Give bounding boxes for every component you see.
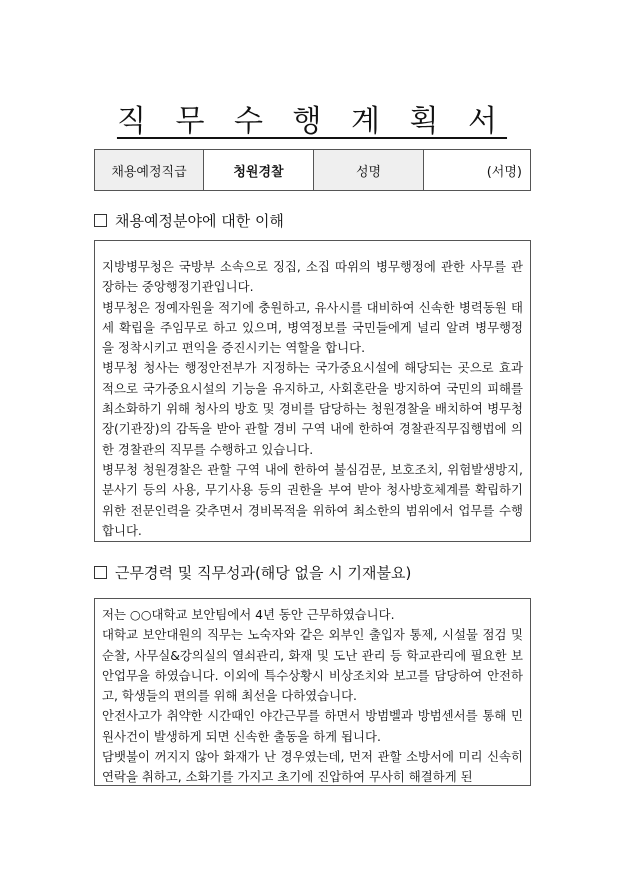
section2-paragraph: 안전사고가 취약한 시간때인 야간근무를 하면서 방범벨과 방범센서를 통해 민원사건이 발생하게 되면 신속한 출동을 하게 됩니다.: [102, 708, 523, 744]
section2-heading: [94, 562, 411, 583]
section1-paragraph: 병무청 청원경찰은 관할 구역 내에 한하여 불심검문, 보호조치, 위험발생방지, 분사기 등의 사용, 무기사용 등의 권한을 부여 받아 청사방호체계를 확립하기 위한 전문인력을 갖추면서 경비목적을 위하여 최소한의 범위에서 업무를 수행합니다.: [102, 461, 523, 538]
section1-paragraph: 병무청 청사는 행정안전부가 지정하는 국가중요시설에 해당되는 곳으로 효과적으로 국가중요시설의 기능을 유지하고, 사회혼란을 방지하여 국민의 피해를 최소화하기 위해 청사의 방호 및 경비를 담당하는 청원경찰을 배치하여 병무청장(기관장)의 감독을 받아 관할 경비 구역 내에 한하여 경찰관직무집행법에 의한 경찰관의 직무를 수행하고 있습니다.: [102, 360, 523, 457]
position-value: 청원경찰: [204, 150, 314, 191]
checkbox-icon: [94, 566, 107, 579]
section2-content-box: [94, 598, 531, 786]
section2-paragraph: 대학교 보안대원의 직무는 노숙자와 같은 외부인 출입자 통제, 시설물 점검 및 순찰, 사무실&강의실의 열쇠관리, 화재 및 도난 관리 등 학교관리에 필요한 보안업무을 하였습니다. 이외에 특수상황시 비상조치와 보고를 담당하여 안전하고, 학생들의 편의를 위해 최선을 다하였습니다.: [102, 627, 523, 704]
section2-title: 근무경력 및 직무성과(해당 없을 시 기재불요): [115, 564, 412, 582]
applicant-info-table: [94, 149, 531, 191]
section1-content-box: [94, 240, 531, 542]
name-label: 성명: [314, 150, 424, 191]
checkbox-icon: [94, 214, 107, 227]
section1-heading: [94, 210, 284, 231]
page-title: 직 무 수 행 계 획 서: [116, 104, 508, 139]
signature-field: (서명): [424, 150, 531, 191]
section2-paragraph: 저는 ○○대학교 보안팀에서 4년 동안 근무하였습니다.: [102, 607, 395, 622]
section1-paragraph: 지방병무청은 국방부 소속으로 징집, 소집 따위의 병무행정에 관한 사무를 관장하는 중앙행정기관입니다.: [102, 259, 523, 295]
section1-title: 채용예정분야에 대한 이해: [115, 212, 284, 230]
position-label: 채용예정직급: [95, 150, 204, 191]
section1-paragraph: 병무청은 정예자원을 적기에 충원하고, 유사시를 대비하여 신속한 병력동원 태세 확립을 주임무로 하고 있으며, 병역정보를 국민들에게 널리 알려 병무행정을 정착시키고 편익을 증진시키는 역할을 합니다.: [102, 299, 523, 356]
section2-paragraph: 담뱃불이 꺼지지 않아 화재가 난 경우였는데, 먼저 관할 소방서에 미리 신속히 연락을 취하고, 소화기를 가지고 초기에 진압하여 무사히 해결하게 된: [102, 749, 523, 785]
